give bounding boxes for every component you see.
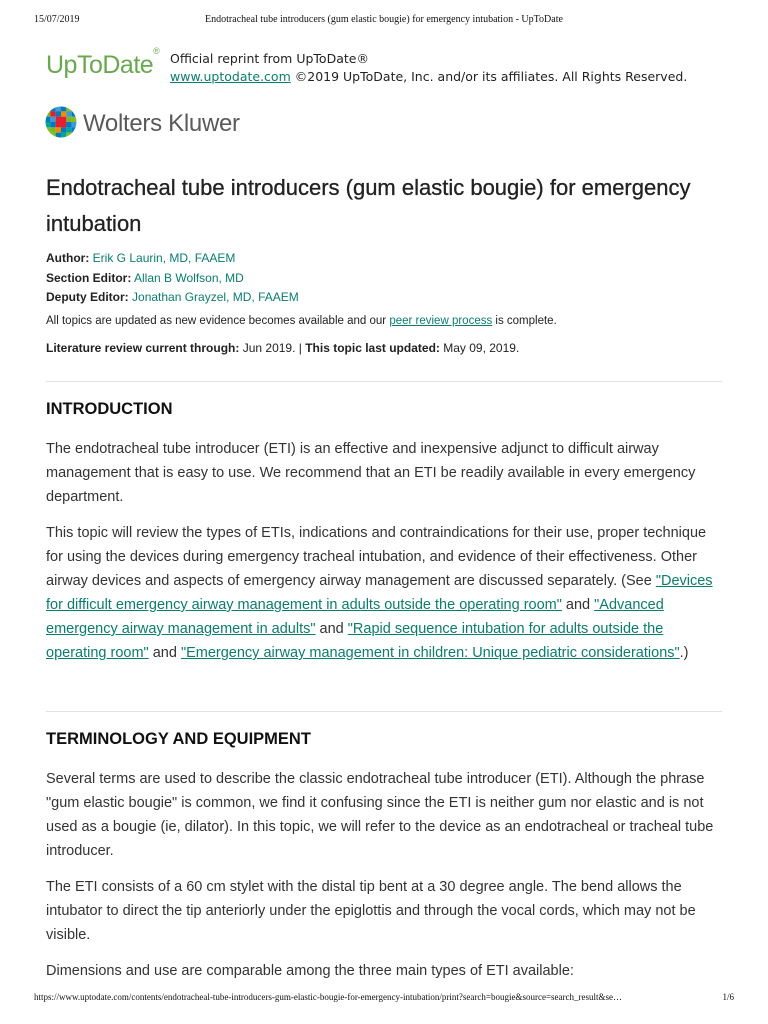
link-devices-difficult-airway[interactable]: "Devices for difficult emergency airway management in adults outside the operating room" xyxy=(46,573,713,613)
terminology-paragraph-2: The ETI consists of a 60 cm stylet with the distal tip bent at a 30 degree angle. The bend allows the intubator to direct the tip anteriorly under the epiglottis and through the vocal cords, which may not be visible. xyxy=(46,879,696,943)
logo-tile xyxy=(72,111,77,116)
update-note-text: All topics are updated as new evidence becomes available and our xyxy=(46,315,390,327)
print-page-title: Endotracheal tube introducers (gum elastic bougie) for emergency intubation - UpToDate xyxy=(205,14,563,25)
logo-tile xyxy=(61,117,66,122)
publisher-name: Wolters Kluwer xyxy=(83,110,240,137)
section-heading-introduction: INTRODUCTION xyxy=(46,400,173,418)
closing-text: .) xyxy=(679,645,689,661)
author-block xyxy=(46,249,728,308)
author-line xyxy=(46,249,728,269)
logo-tile xyxy=(72,127,77,132)
divider xyxy=(46,711,722,712)
terminology-paragraph-1: Several terms are used to describe the classic endotracheal tube introducer (ETI). Although the phrase "gum elastic bougie" is common, we find it confusing since the ETI is neither gum nor elastic and is not used as a bougie (ie, dilator). In this topic, we will refer to the device as an endotracheal or tracheal tube introducer. xyxy=(46,771,714,859)
uptodate-site-link[interactable]: www.uptodate.com xyxy=(170,69,291,84)
author-name-link[interactable]: Erik G Laurin, MD, FAAEM xyxy=(92,251,236,265)
intro-paragraph-1: The endotracheal tube introducer (ETI) is an effective and inexpensive adjunct to difficult airway management that is easy to use. We recommend that an ETI be readily available in every emergency department. xyxy=(46,441,696,505)
logo-tile xyxy=(45,133,50,138)
reprint-line: Official reprint from UpToDate® xyxy=(170,51,369,66)
section-heading-terminology: TERMINOLOGY AND EQUIPMENT xyxy=(46,730,311,748)
logo-tile xyxy=(56,122,61,127)
logo-tile xyxy=(50,127,55,132)
section-editor-role: Section Editor: xyxy=(46,270,132,285)
logo-tile xyxy=(61,111,66,116)
logo-tile xyxy=(45,122,50,127)
divider xyxy=(46,381,722,382)
print-url: https://www.uptodate.com/contents/endotracheal-tube-introducers-gum-elastic-bougie-for-emergency-intubation/print?search=bougie&source=search_result&se… xyxy=(34,992,623,1002)
page-number: 1/6 xyxy=(722,992,734,1002)
logo-tile xyxy=(66,106,71,111)
logo-tile xyxy=(50,122,55,127)
wolters-kluwer-globe-icon xyxy=(45,106,77,138)
logo-tile xyxy=(66,127,71,132)
logo-tile xyxy=(50,106,55,111)
uptodate-logo[interactable]: UpToDate® xyxy=(46,45,160,79)
update-note-end: is complete. xyxy=(492,315,557,327)
lit-review-date: Jun 2019. | xyxy=(239,341,306,355)
logo-tile xyxy=(66,133,71,138)
logo-tile xyxy=(50,133,55,138)
intro-paragraph-2 xyxy=(46,521,720,665)
section-editor-name-link[interactable]: Allan B Wolfson, MD xyxy=(134,270,244,285)
lit-review-label: Literature review current through: xyxy=(46,341,240,355)
reprint-notice xyxy=(170,50,687,86)
print-footer xyxy=(34,992,734,1004)
conjunction: and xyxy=(315,621,348,637)
logo-tile xyxy=(45,111,50,116)
logo-tile xyxy=(66,117,71,122)
article-title: Endotracheal tube introducers (gum elastic bougie) for emergency intubation xyxy=(46,175,691,236)
print-date: 15/07/2019 xyxy=(34,14,80,25)
logo-tile xyxy=(45,127,50,132)
peer-review-link[interactable]: peer review process xyxy=(389,315,493,327)
logo-tile xyxy=(61,106,66,111)
logo-tile xyxy=(61,127,66,132)
link-rapid-sequence-intubation[interactable]: "Rapid sequence intubation for adults outside the operating room" xyxy=(46,621,664,661)
link-pediatric-airway-management[interactable]: "Emergency airway management in children: Unique pediatric considerations" xyxy=(180,645,680,661)
logo-tile xyxy=(72,117,77,122)
conjunction: and xyxy=(561,597,595,613)
logo-tile xyxy=(72,133,77,138)
logo-tile xyxy=(66,111,71,116)
update-note xyxy=(46,315,728,327)
logo-tile xyxy=(45,117,50,122)
uptodate-logo-text: UpToDate xyxy=(46,51,154,79)
literature-review-status xyxy=(46,341,728,355)
logo-tile xyxy=(72,122,77,127)
terminology-paragraph-3: Dimensions and use are comparable among the three main types of ETI available: xyxy=(46,963,574,979)
last-updated-label: This topic last updated: xyxy=(305,341,440,355)
intro-paragraph-2-text: This topic will review the types of ETIs, indications and contraindications for their use, proper technique for using the devices during emergency tracheal intubation, and evidence of their effectiveness. Other airway devices and aspects of emergency airway management are discussed separately. (See xyxy=(46,525,707,589)
section-editor-line xyxy=(46,269,728,289)
logo-tile xyxy=(72,106,77,111)
logo-tile xyxy=(50,117,55,122)
conjunction: and xyxy=(148,645,181,661)
logo-tile xyxy=(45,106,50,111)
deputy-editor-name-link[interactable]: Jonathan Grayzel, MD, FAAEM xyxy=(132,290,299,304)
logo-tile xyxy=(56,106,61,111)
deputy-editor-line xyxy=(46,288,728,308)
deputy-editor-role: Deputy Editor: xyxy=(46,290,129,304)
brand-row xyxy=(46,45,728,88)
logo-tile xyxy=(56,133,61,138)
logo-tile xyxy=(61,122,66,127)
logo-tile xyxy=(61,133,66,138)
logo-tile xyxy=(66,122,71,127)
author-role: Author: xyxy=(46,251,90,265)
logo-tile xyxy=(50,111,55,116)
last-updated-date: May 09, 2019. xyxy=(439,341,520,355)
logo-tile xyxy=(56,117,61,122)
logo-tile xyxy=(56,111,61,116)
copyright-text: ©2019 UpToDate, Inc. and/or its affiliates. All Rights Reserved. xyxy=(294,69,688,84)
logo-tile xyxy=(56,127,61,132)
link-advanced-airway-management[interactable]: "Advanced emergency airway management in adults" xyxy=(46,597,664,637)
